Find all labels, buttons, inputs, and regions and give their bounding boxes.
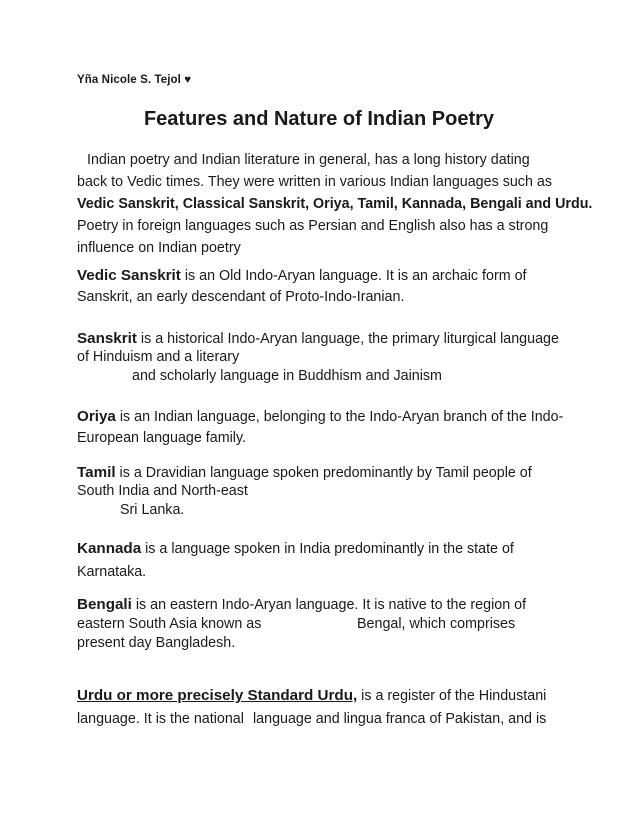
kannada-line-2: Karnataka. [77,564,147,580]
intro-line-4: Poetry in foreign languages such as Persian and English also has a strong [77,218,549,234]
tamil-text-1: is a Dravidian language spoken predominantly by Tamil people of [115,465,532,481]
sanskrit-line-1 [77,329,559,349]
oriya-line-1 [77,407,563,427]
tamil-term: Tamil [77,464,116,481]
vedic-text-1: is an Old Indo-Aryan language. It is an archaic form of [180,268,527,284]
sanskrit-line-3: and scholarly language in Buddhism and Jainism [132,368,442,384]
kannada-term: Kannada [77,540,142,557]
urdu-line-2b: language and lingua franca of Pakistan, and is [253,711,547,727]
sanskrit-text-1: is a historical Indo-Aryan language, the primary liturgical language [136,331,559,347]
vedic-term: Vedic Sanskrit [77,267,181,284]
oriya-line-2: European language family. [77,430,247,446]
intro-line-3-languages: Vedic Sanskrit, Classical Sanskrit, Oriya, Tamil, Kannada, Bengali and Urdu. [77,196,593,212]
sanskrit-term: Sanskrit [77,330,137,347]
tamil-line-1 [77,463,532,483]
urdu-term: Urdu or more precisely Standard Urdu, [77,687,358,704]
oriya-text-1: is an Indian language, belonging to the Indo-Aryan branch of the Indo- [115,409,564,425]
intro-line-5: influence on Indian poetry [77,240,241,256]
bengali-line-2b: Bengal, which comprises [357,616,516,632]
urdu-line-2a: language. It is the national [77,711,244,727]
oriya-term: Oriya [77,408,116,425]
page-title: Features and Nature of Indian Poetry [143,108,495,130]
vedic-line-2: Sanskrit, an early descendant of Proto-Indo-Iranian. [77,289,405,305]
urdu-line-1 [77,686,546,706]
intro-line-1: Indian poetry and Indian literature in general, has a long history dating [87,152,530,168]
bengali-line-2a: eastern South Asia known as [77,616,262,632]
tamil-line-3: Sri Lanka. [120,502,185,518]
bengali-line-3: present day Bangladesh. [77,635,236,651]
urdu-text-1: is a register of the Hindustani [357,688,547,704]
tamil-line-2: South India and North-east [77,483,248,499]
kannada-text-1: is a language spoken in India predominantly in the state of [141,541,514,557]
sanskrit-line-2: of Hinduism and a literary [77,349,240,365]
bengali-line-1 [77,595,526,615]
kannada-line-1 [77,539,514,559]
bengali-text-1: is an eastern Indo-Aryan language. It is native to the region of [131,597,527,613]
author-name: Yña Nicole S. Tejol ♥ [77,74,192,86]
intro-line-2: back to Vedic times. They were written in various Indian languages such as [77,174,552,190]
bengali-term: Bengali [77,596,132,613]
vedic-line-1 [77,266,527,286]
